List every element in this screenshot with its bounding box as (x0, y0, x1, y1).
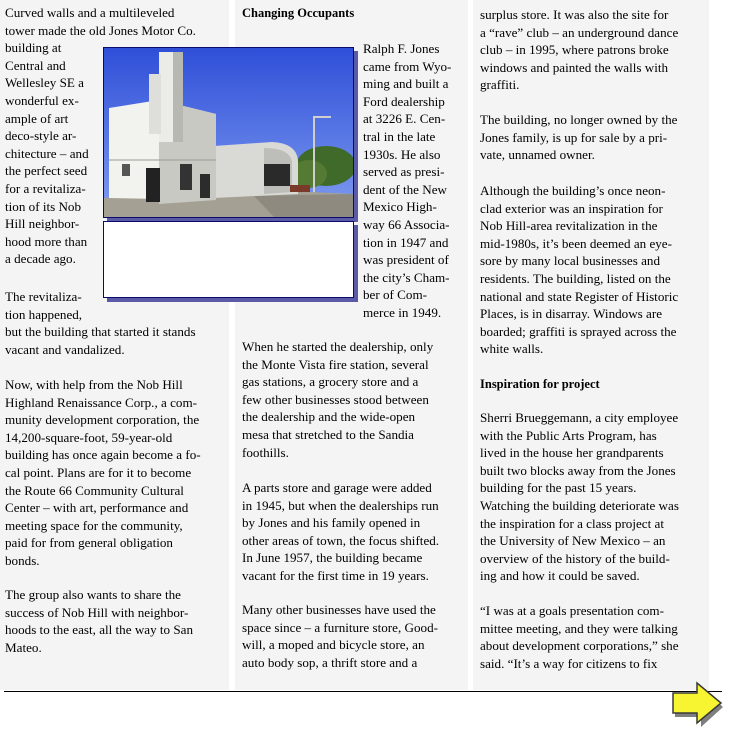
text-line: Jones family, is up for sale by a pri- (480, 129, 668, 145)
text-line: ber of Com- (363, 287, 427, 303)
photo-caption-box (103, 221, 354, 298)
text-line: building for the past 15 years. (480, 480, 637, 496)
text-line: graffiti. (480, 77, 520, 93)
text-line: Ford dealership (363, 93, 445, 109)
text-line: ming and built a (363, 76, 449, 92)
text-line: club – in 1995, where patrons broke (480, 42, 669, 58)
text-line: A parts store and garage were added (242, 480, 432, 495)
text-line: Ralph F. Jones (363, 41, 440, 56)
text-line: gas stations, a grocery store and a (242, 374, 419, 390)
text-line: Curved walls and a multileveled (5, 5, 175, 20)
text-line: served as presi- (363, 164, 445, 180)
text-line: sore by many local businesses and (480, 253, 661, 269)
text-line: way 66 Associa- (363, 216, 450, 232)
section-heading-inspiration: Inspiration for project (480, 377, 600, 391)
text-line: ing and how it could be saved. (480, 568, 640, 584)
text-line: 14,200-square-foot, 59-year-old (5, 429, 173, 445)
photo-figure (103, 47, 354, 300)
text-line: Center – with art, performance and (5, 500, 189, 516)
text-line: tion in 1947 and (363, 234, 449, 250)
text-line: about development corporations,” she (480, 638, 679, 654)
text-line: mittee meeting, and they were talking (480, 620, 678, 636)
text-line: in 1945, but when the dealerships run (242, 497, 439, 513)
text-line: meeting space for the community, (5, 517, 183, 533)
text-line: merce in 1949. (363, 304, 442, 320)
text-line: The revitaliza- (5, 289, 82, 304)
building-photo (103, 47, 354, 218)
text-line: Now, with help from the Nob Hill (5, 377, 183, 392)
text-line: with the Public Arts Program, has (480, 427, 657, 443)
bottom-rule (4, 691, 722, 692)
text-line: building at (5, 40, 62, 56)
text-line: white walls. (480, 341, 544, 357)
text-line: Wellesley SE a (5, 75, 84, 91)
column-2-beside-photo-text (363, 40, 451, 322)
column-3-paragraph (480, 182, 678, 358)
text-line: national and state Register of Historic (480, 288, 679, 304)
text-line: The group also wants to share the (5, 587, 181, 602)
column-2-paragraph (242, 338, 433, 461)
text-line: tion of its Nob (5, 198, 82, 214)
column-3-paragraph (480, 602, 679, 672)
text-line: surplus store. It was also the site for (480, 7, 669, 22)
column-3-paragraph (480, 409, 679, 585)
text-line: built two blocks away from the Jones (480, 462, 676, 478)
text-line: lived in the house her grandparents (480, 445, 664, 461)
column-2-paragraph (242, 601, 438, 671)
text-line: Hill neighbor- (5, 216, 80, 232)
text-line: vate, unnamed owner. (480, 147, 595, 163)
text-line: hood more than (5, 233, 88, 249)
text-line: Sherri Brueggemann, a city employee (480, 410, 679, 425)
text-line: will, a moped and bicycle store, an (242, 637, 425, 653)
text-line: the Route 66 Community Cultural (5, 482, 184, 498)
section-heading-changing-occupants: Changing Occupants (242, 6, 355, 20)
text-line: the dealership and the wide-open (242, 409, 416, 425)
text-line: Watching the building deteriorate was (480, 497, 679, 513)
text-line: the University of New Mexico – an (480, 533, 666, 549)
text-line: tion happened, (5, 306, 83, 322)
text-line: for a revitaliza- (5, 180, 86, 196)
text-line: Mexico High- (363, 199, 437, 215)
text-line: Highland Renaissance Corp., a com- (5, 394, 197, 410)
text-line: munity development corporation, the (5, 412, 200, 428)
text-line: hoods to the east, all the way to San (5, 622, 194, 638)
text-line: overview of the history of the build- (480, 550, 670, 566)
text-line: wonderful ex- (5, 92, 79, 108)
column-3-paragraph (480, 6, 678, 94)
text-line: success of Nob Hill with neighbor- (5, 604, 189, 620)
text-line: chitecture – and (5, 145, 89, 161)
text-line: was president of (363, 252, 449, 268)
text-line: Mateo. (5, 639, 42, 655)
text-line: a “rave” club – an underground dance (480, 24, 679, 40)
text-line: but the building that started it stands (5, 324, 196, 340)
text-line: In June 1957, the building became (242, 550, 423, 566)
text-line: When he started the dealership, only (242, 339, 434, 354)
text-line: bonds. (5, 552, 40, 568)
text-line: ample of art (5, 110, 69, 126)
text-line: came from Wyo- (363, 58, 452, 74)
text-line: The building, no longer owned by the (480, 112, 678, 127)
text-line: by Jones and his family opened in (242, 515, 421, 531)
text-line: at 3226 E. Cen- (363, 111, 446, 127)
text-line: building has once again become a fo- (5, 447, 201, 463)
text-line: dent of the New (363, 181, 447, 197)
text-line: Although the building’s once neon- (480, 183, 666, 198)
text-line: mid-1980s, it’s been deemed an eye- (480, 235, 672, 251)
text-line: Central and (5, 57, 66, 73)
text-line: Places, is in disarray. Windows are (480, 306, 663, 322)
column-1-paragraph (5, 586, 193, 656)
text-line: deco-style ar- (5, 128, 77, 144)
text-line: paid for from general obligation (5, 535, 173, 551)
text-line: tower made the old Jones Motor Co. (5, 22, 196, 38)
text-line: auto body sop, a thrift store and a (242, 654, 418, 670)
column-2-paragraph (242, 479, 439, 585)
text-line: the inspiration for a class project at (480, 515, 664, 531)
text-line: foothills. (242, 444, 289, 460)
text-line: space since – a furniture store, Good- (242, 619, 438, 635)
text-line: boarded; graffiti is sprayed across the (480, 323, 677, 339)
text-line: Many other businesses have used the (242, 602, 436, 617)
text-line: vacant and vandalized. (5, 341, 125, 357)
text-line: vacant for the first time in 19 years. (242, 567, 429, 583)
text-line: the Monte Vista fire station, several (242, 356, 429, 372)
text-line: “I was at a goals presentation com- (480, 603, 664, 618)
text-line: tral in the late (363, 128, 436, 144)
text-line: few other businesses stood between (242, 391, 429, 407)
text-line: 1930s. He also (363, 146, 441, 162)
text-line: said. “It’s a way for citizens to fix (480, 655, 658, 671)
text-line: mesa that stretched to the Sandia (242, 426, 414, 442)
text-line: the perfect seed (5, 163, 88, 179)
column-1-paragraph (5, 376, 201, 570)
column-3-paragraph (480, 111, 677, 164)
text-line: cal point. Plans are for it to become (5, 464, 192, 480)
text-line: other areas of town, the focus shifted. (242, 532, 440, 548)
text-line: the city’s Cham- (363, 269, 450, 285)
text-line: Nob Hill-area revitalization in the (480, 218, 658, 234)
text-line: clad exterior was an inspiration for (480, 200, 663, 216)
next-page-arrow-icon[interactable] (671, 681, 727, 729)
text-line: a decade ago. (5, 251, 76, 267)
text-line: residents. The building, listed on the (480, 270, 671, 286)
text-line: windows and painted the walls with (480, 59, 669, 75)
